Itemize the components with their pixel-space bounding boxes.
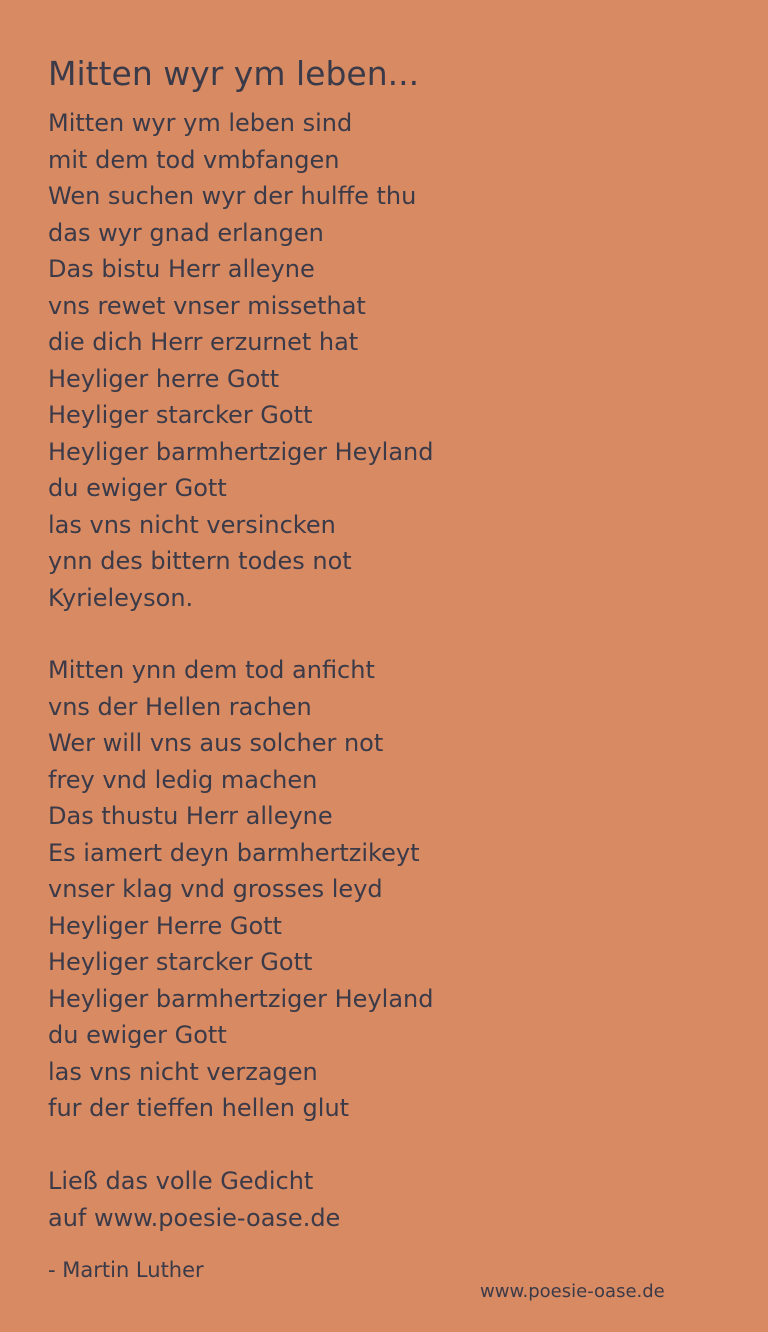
poem-line: Heyliger barmhertziger Heyland — [48, 437, 434, 466]
poem-line: mit dem tod vmbfangen — [48, 145, 340, 174]
poem-line: fur der tieffen hellen glut — [48, 1094, 350, 1122]
poem-line: ynn des bittern todes not — [48, 547, 352, 575]
poem-line: Kyrieleyson. — [48, 583, 194, 612]
poem-line: Heyliger starcker Gott — [48, 948, 313, 976]
poem-line: Heyliger starcker Gott — [48, 401, 313, 429]
read-more-line: Ließ das volle Gedicht — [48, 1167, 314, 1195]
read-more-url-line: auf www.poesie-oase.de — [48, 1203, 341, 1232]
website-watermark: www.poesie-oase.de — [480, 1281, 665, 1302]
poem-line: Heyliger herre Gott — [48, 364, 280, 393]
poem-stanza-1 — [48, 105, 728, 616]
poem-line: Das thustu Herr alleyne — [48, 802, 333, 830]
read-full-poem-note — [48, 1163, 728, 1236]
poem-line: frey vnd ledig machen — [48, 765, 318, 794]
poem-line: Es iamert deyn barmhertzikeyt — [48, 838, 420, 867]
poem-stanza-2 — [48, 652, 728, 1127]
poem-line: las vns nicht verzagen — [48, 1057, 318, 1086]
poem-line: Heyliger barmhertziger Heyland — [48, 984, 434, 1013]
poem-line: Wer will vns aus solcher not — [48, 729, 384, 757]
poem-line: Das bistu Herr alleyne — [48, 255, 315, 283]
poem-line: vns der Hellen rachen — [48, 692, 312, 721]
poem-line: Heyliger Herre Gott — [48, 911, 282, 940]
poem-title: Mitten wyr ym leben... — [48, 54, 420, 93]
poem-line: du ewiger Gott — [48, 474, 227, 502]
poem-line: Mitten wyr ym leben sind — [48, 109, 353, 137]
poem-line: die dich Herr erzurnet hat — [48, 328, 359, 356]
poem-line: du ewiger Gott — [48, 1021, 227, 1049]
poem-line: Mitten ynn dem tod anficht — [48, 656, 375, 684]
author-attribution: - Martin Luther — [48, 1258, 204, 1282]
poem-line: las vns nicht versincken — [48, 510, 336, 539]
poem-line: vns rewet vnser missethat — [48, 291, 366, 320]
poem-line: das wyr gnad erlangen — [48, 218, 324, 247]
poem-card — [48, 0, 728, 1332]
poem-line: vnser klag vnd grosses leyd — [48, 875, 383, 903]
poem-line: Wen suchen wyr der hulffe thu — [48, 182, 417, 210]
